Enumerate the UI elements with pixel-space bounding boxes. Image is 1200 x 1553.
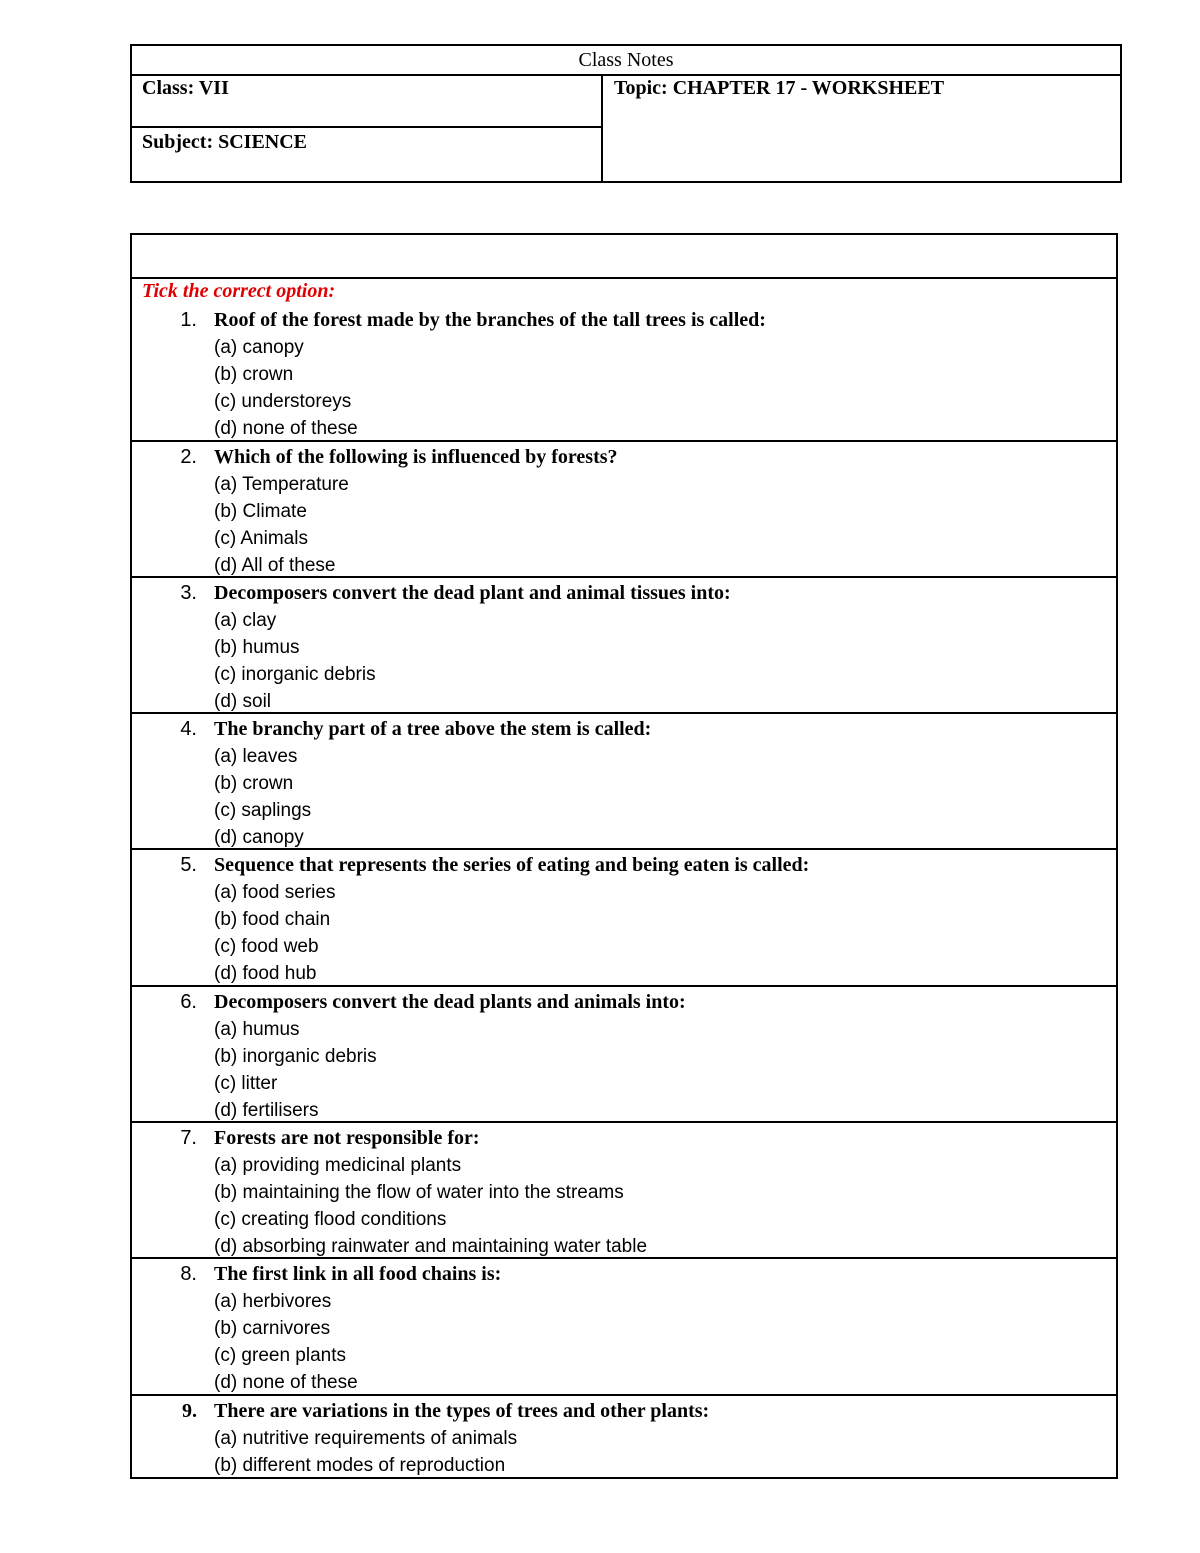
option[interactable]: (d) canopy — [214, 827, 304, 848]
option[interactable]: (a) clay — [214, 610, 277, 631]
option[interactable]: (d) none of these — [214, 418, 358, 439]
option[interactable]: (d) soil — [214, 691, 272, 712]
question-number: 1. — [180, 309, 197, 331]
option[interactable]: (a) herbivores — [214, 1291, 332, 1312]
option[interactable]: (b) humus — [214, 637, 300, 658]
option[interactable]: (b) inorganic debris — [214, 1046, 377, 1067]
question-number: 9. — [182, 1400, 197, 1422]
option[interactable]: (b) different modes of reproduction — [214, 1455, 506, 1476]
option[interactable]: (d) fertilisers — [214, 1100, 319, 1121]
row-divider — [132, 1257, 1116, 1259]
option[interactable]: (c) litter — [214, 1073, 278, 1094]
option[interactable]: (a) Temperature — [214, 474, 349, 495]
option[interactable]: (b) Climate — [214, 501, 307, 522]
option[interactable]: (d) food hub — [214, 963, 317, 984]
option[interactable]: (b) crown — [214, 773, 294, 794]
option[interactable]: (a) canopy — [214, 337, 304, 358]
option[interactable]: (c) creating flood conditions — [214, 1209, 447, 1230]
question-number: 6. — [180, 991, 197, 1013]
option[interactable]: (c) food web — [214, 936, 319, 957]
question-text: The branchy part of a tree above the stem is called: — [214, 718, 652, 740]
option[interactable]: (b) food chain — [214, 909, 331, 930]
row-divider — [132, 277, 1116, 279]
topic-label: Topic: CHAPTER 17 - WORKSHEET — [614, 77, 945, 99]
class-label: Class: VII — [132, 74, 601, 128]
row-divider — [132, 1121, 1116, 1123]
option[interactable]: (b) maintaining the flow of water into the streams — [214, 1182, 624, 1203]
question-text: The first link in all food chains is: — [214, 1263, 502, 1285]
option[interactable]: (d) All of these — [214, 555, 336, 576]
row-divider — [132, 233, 1116, 235]
row-divider — [132, 848, 1116, 850]
option[interactable]: (d) none of these — [214, 1372, 358, 1393]
question-number: 3. — [180, 582, 197, 604]
option[interactable]: (b) carnivores — [214, 1318, 331, 1339]
header-left-column — [132, 74, 603, 181]
subject-label: Subject: SCIENCE — [142, 131, 308, 153]
row-divider — [132, 440, 1116, 442]
question-text: Which of the following is influenced by forests? — [214, 446, 618, 468]
option[interactable]: (a) food series — [214, 882, 336, 903]
question-text: Sequence that represents the series of eating and being eaten is called: — [214, 854, 810, 876]
question-number: 4. — [180, 718, 197, 740]
row-divider — [132, 1394, 1116, 1396]
instruction-text: Tick the correct option: — [142, 280, 336, 302]
option[interactable]: (c) saplings — [214, 800, 312, 821]
row-divider — [132, 1477, 1116, 1479]
option[interactable]: (c) inorganic debris — [214, 664, 376, 685]
option[interactable]: (a) nutritive requirements of animals — [214, 1428, 518, 1449]
row-divider — [132, 985, 1116, 987]
option[interactable]: (a) humus — [214, 1019, 300, 1040]
question-text: Decomposers convert the dead plants and animals into: — [214, 991, 686, 1013]
option[interactable]: (a) providing medicinal plants — [214, 1155, 462, 1176]
option[interactable]: (c) Animals — [214, 528, 308, 549]
header-table — [130, 44, 1122, 183]
option[interactable]: (c) green plants — [214, 1345, 347, 1366]
question-text: Forests are not responsible for: — [214, 1127, 480, 1149]
row-divider — [132, 712, 1116, 714]
question-number: 7. — [180, 1127, 197, 1149]
option[interactable]: (b) crown — [214, 364, 294, 385]
row-divider — [132, 576, 1116, 578]
worksheet-table — [130, 233, 1118, 1479]
question-number: 2. — [180, 446, 197, 468]
option[interactable]: (d) absorbing rainwater and maintaining water table — [214, 1236, 648, 1257]
question-text: Decomposers convert the dead plant and animal tissues into: — [214, 582, 731, 604]
question-text: Roof of the forest made by the branches of the tall trees is called: — [214, 309, 766, 331]
page-title: Class Notes — [132, 46, 1120, 76]
question-number: 5. — [180, 854, 197, 876]
question-text: There are variations in the types of trees and other plants: — [214, 1400, 710, 1422]
question-number: 8. — [180, 1263, 197, 1285]
option[interactable]: (a) leaves — [214, 746, 298, 767]
option[interactable]: (c) understoreys — [214, 391, 352, 412]
